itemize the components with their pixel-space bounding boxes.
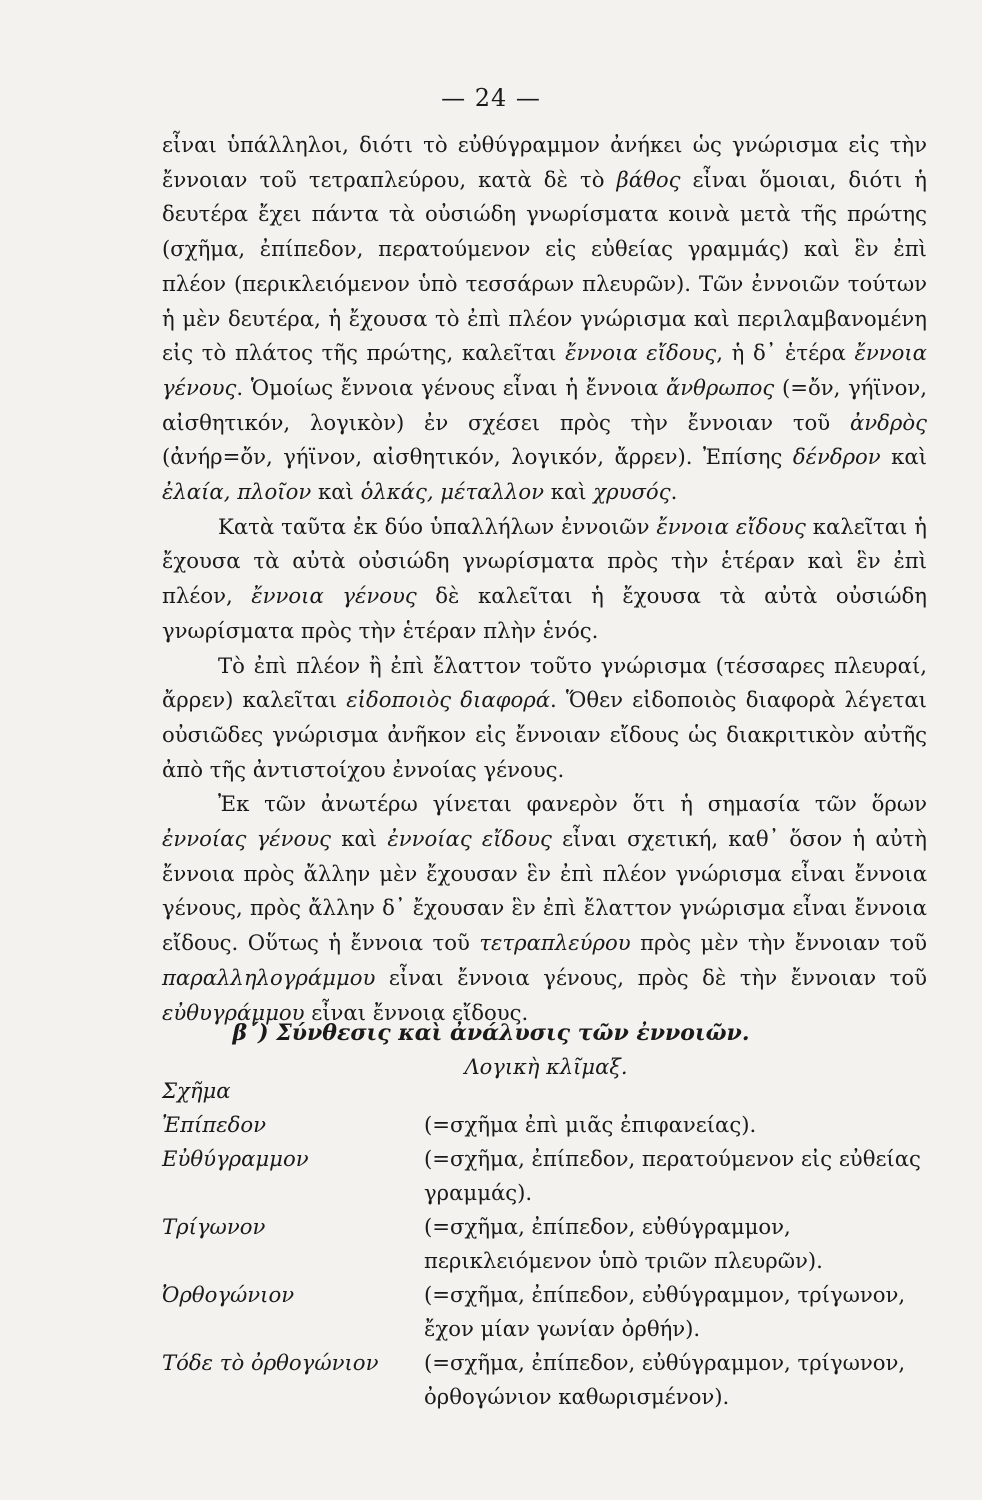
text-run: εἶναι ὑπάλληλοι, διότι τὸ εὐθύγραμμον ἀνήκει ὡς γνώρισμα εἰς τὴν ἔννοιαν τοῦ τετραπλεύρου, κατὰ δὲ τὸ <box>162 132 927 192</box>
italic-term: παραλληλογράμμου <box>162 964 376 990</box>
italic-term: ἔννοια εἴδους <box>656 513 806 539</box>
text-run: . Ὁμοίως ἔννοια γένους εἶναι ἡ ἔννοια <box>236 374 666 400</box>
italic-term: ἔννοια γένους <box>251 583 417 609</box>
ladder-definition <box>424 1074 927 1108</box>
page-number: — 24 — <box>441 84 541 112</box>
italic-term: βάθος <box>616 166 681 192</box>
text-run: δὲ καλεῖται ἡ ἔχουσα τὰ αὐτὰ οὐσιώδη γνωρίσματα πρὸς τὴν ἑτέραν πλὴν ἑνός. <box>162 583 928 643</box>
italic-term: ὁλκάς, μέταλλον <box>360 479 544 505</box>
italic-term: ἄνθρωπος <box>665 374 775 400</box>
ladder-term: Εὐθύγραμμον <box>162 1146 309 1171</box>
italic-term: τετραπλεύρου <box>479 930 631 956</box>
ladder-definition: (=σχῆμα ἐπὶ μιᾶς ἐπιφανείας). <box>424 1112 757 1137</box>
text-run: καὶ <box>331 826 388 852</box>
text-run: . <box>670 479 678 505</box>
text-run: εἶναι ἔννοια γένους, πρὸς δὲ τὴν ἔννοιαν τοῦ <box>375 964 927 990</box>
ladder-term: Ἐπίπεδον <box>162 1112 266 1137</box>
body-text <box>162 128 927 1030</box>
paragraph <box>162 510 927 649</box>
ladder-definition: (=σχῆμα, ἐπίπεδον, εὐθύγραμμον, περικλειόμενον ὑπὸ τριῶν πλευρῶν). <box>424 1214 823 1273</box>
italic-term: χρυσός <box>593 479 671 505</box>
ladder-definition: (=σχῆμα, ἐπίπεδον, εὐθύγραμμον, τρίγωνον, ἔχον μίαν γωνίαν ὀρθήν). <box>424 1282 906 1341</box>
italic-term: ἐννοίας γένους <box>162 826 332 852</box>
text-run: (ἀνήρ=ὄν, γήϊνον, αἰσθητικόν, λογικόν, ἄρρεν). Ἐπίσης <box>162 444 793 470</box>
section-subheading: Λογικὴ κλῖμαξ. <box>464 1055 628 1079</box>
ladder-row <box>162 1074 927 1108</box>
italic-term: ἐννοίας εἴδους <box>387 826 552 852</box>
text-run: εἶναι σχετική, καθ᾽ ὅσον ἡ αὐτὴ ἔννοια πρὸς ἄλλην μὲν ἔχουσαν ἓν ἐπὶ πλέον γνώρισμα εἶναι ἔννοια γένους, πρὸς ἄλλην δ᾽ ἔχουσαν ἓν ἐπὶ ἔλαττον γνώρισμα εἶναι ἔννοια εἴδους. Οὕτως ἡ ἔννοια τοῦ <box>162 826 928 956</box>
ladder-term: Ὀρθογώνιον <box>162 1282 295 1307</box>
ladder-term: Τόδε τὸ ὀρθογώνιον <box>162 1350 379 1375</box>
paragraph <box>162 128 927 510</box>
italic-term: ἔννοια γένους <box>162 340 927 400</box>
logical-ladder <box>162 1074 927 1414</box>
ladder-row <box>162 1210 927 1278</box>
text-run: εἶναι ἔννοια εἴδους. <box>304 999 529 1025</box>
text-run: πρὸς μὲν τὴν ἔννοιαν τοῦ <box>630 930 928 956</box>
ladder-definition: (=σχῆμα, ἐπίπεδον, εὐθύγραμμον, τρίγωνον, ὀρθογώνιον καθωρισμένον). <box>424 1350 906 1409</box>
italic-term: ἔννοια εἴδους <box>565 340 717 366</box>
text-run: καὶ <box>543 479 594 505</box>
text-run: (=ὄν, γήϊνον, αἰσθητικόν, λογικὸν) ἐν σχέσει πρὸς τὴν ἔννοιαν τοῦ <box>162 374 927 435</box>
paragraph <box>162 649 927 788</box>
text-run: Ἐκ τῶν ἀνωτέρω γίνεται φανερὸν ὅτι ἡ σημασία τῶν ὅρων <box>218 791 927 817</box>
ladder-definition: (=σχῆμα, ἐπίπεδον, περατούμενον εἰς εὐθείας γραμμάς). <box>424 1146 921 1205</box>
ladder-row <box>162 1346 927 1414</box>
italic-term: ἀνδρὸς <box>849 409 927 435</box>
text-run: καὶ <box>311 479 361 505</box>
ladder-term: Τρίγωνον <box>162 1214 266 1239</box>
text-run: καλεῖται ἡ ἔχουσα τὰ αὐτὰ οὐσιώδη γνωρίσματα πρὸς τὴν ἑτέραν καὶ ἓν ἐπὶ πλέον, <box>162 513 928 609</box>
paragraph <box>162 787 927 1030</box>
text-run: Τὸ ἐπὶ πλέον ἢ ἐπὶ ἔλαττον τοῦτο γνώρισμα (τέσσαρες πλευραί, ἄρρεν) καλεῖται <box>162 652 927 713</box>
section-heading: β΄) Σύνθεσις καὶ ἀνάλυσις τῶν ἐννοιῶν. <box>232 1020 750 1046</box>
italic-term: δένδρον <box>792 444 881 470</box>
italic-term: εὐθυγράμμου <box>162 999 305 1025</box>
text-run: , ἡ δ᾽ ἑτέρα <box>716 340 855 366</box>
text-run: εἶναι ὅμοιαι, διότι ἡ δευτέρα ἔχει πάντα τὰ οὐσιώδη γνωρίσματα κοινὰ μετὰ τῆς πρώτης (σχῆμα, ἐπίπεδον, περατούμενον εἰς εὐθείας γραμμάς) καὶ ἓν ἐπὶ πλέον (περικλειόμενον ὑπὸ τεσσάρων πλευρῶν). Τῶν ἐννοιῶν τούτων ἡ μὲν δευτέρα, ἡ ἔχουσα τὸ ἐπὶ πλέον γνώρισμα καὶ περιλαμβανομένη εἰς τὸ πλάτος τῆς πρώτης, καλεῖται <box>162 166 927 366</box>
ladder-row <box>162 1278 927 1346</box>
ladder-row <box>162 1142 927 1210</box>
ladder-row <box>162 1108 927 1142</box>
text-run: καὶ <box>880 444 927 470</box>
italic-term: ἐλαία, πλοῖον <box>162 479 312 505</box>
text-run: Κατὰ ταῦτα ἐκ δύο ὑπαλλήλων ἐννοιῶν <box>218 513 657 539</box>
italic-term: εἰδοποιὸς διαφορά <box>346 687 550 713</box>
ladder-term: Σχῆμα <box>162 1078 231 1103</box>
text-run: . Ὅθεν εἰδοποιὸς διαφορὰ λέγεται οὐσιῶδες γνώρισμα ἀνῆκον εἰς ἔννοιαν εἴδους ὡς διακριτικὸν αὐτῆς ἀπὸ τῆς ἀντιστοίχου ἐννοίας γένους. <box>162 687 927 782</box>
